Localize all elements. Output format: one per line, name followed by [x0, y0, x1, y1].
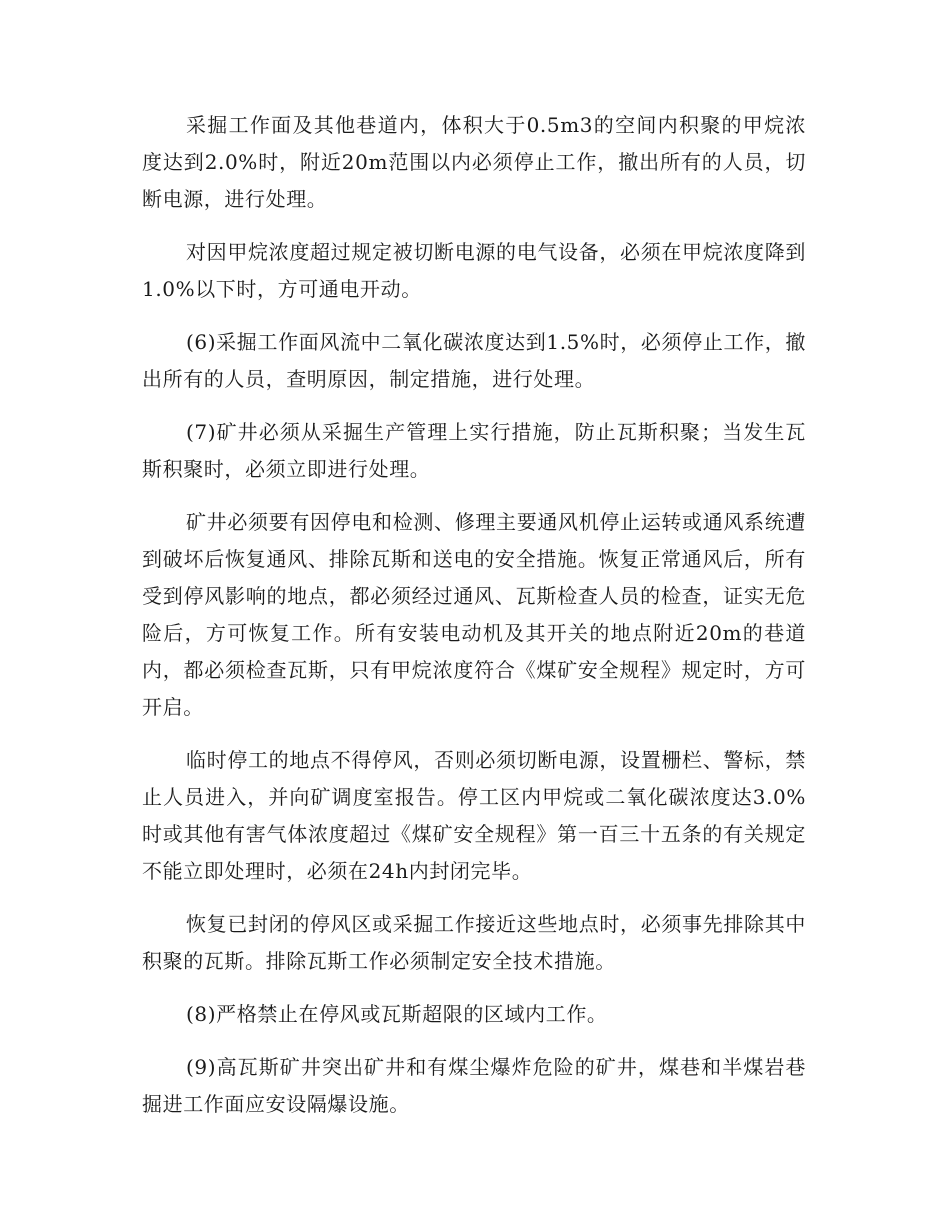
- paragraph: 临时停工的地点不得停风，否则必须切断电源，设置栅栏、警标，禁止人员进入，并向矿调度室报告。停工区内甲烷或二氧化碳浓度达3.0%时或其他有害气体浓度超过《煤矿安全规程》第一百三十五条的有关规定不能立即处理时，必须在24h内封闭完毕。: [142, 748, 806, 883]
- paragraph: 恢复已封闭的停风区或采掘工作接近这些地点时，必须事先排除其中积聚的瓦斯。排除瓦斯工作必须制定安全技术措施。: [142, 912, 806, 973]
- paragraph: 采掘工作面及其他巷道内，体积大于0.5m3的空间内积聚的甲烷浓度达到2.0%时，附近20m范围以内必须停止工作，撤出所有的人员，切断电源，进行处理。: [142, 113, 806, 211]
- paragraph: 矿井必须要有因停电和检测、修理主要通风机停止运转或通风系统遭到破坏后恢复通风、排除瓦斯和送电的安全措施。恢复正常通风后，所有受到停风影响的地点，都必须经过通风、瓦斯检查人员的检查，证实无危险后，方可恢复工作。所有安装电动机及其开关的地点附近20m的巷道内，都必须检查瓦斯，只有甲烷浓度符合《煤矿安全规程》规定时，方可开启。: [142, 510, 806, 719]
- document-body: [142, 107, 806, 1139]
- paragraph: (7)矿井必须从采掘生产管理上实行措施，防止瓦斯积聚；当发生瓦斯积聚时，必须立即进行处理。: [142, 420, 806, 481]
- paragraph: (6)采掘工作面风流中二氧化碳浓度达到1.5%时，必须停止工作，撤出所有的人员，查明原因，制定措施，进行处理。: [142, 330, 806, 391]
- paragraph: 对因甲烷浓度超过规定被切断电源的电气设备，必须在甲烷浓度降到1.0%以下时，方可通电开动。: [142, 240, 806, 301]
- paragraph: (9)高瓦斯矿井突出矿井和有煤尘爆炸危险的矿井，煤巷和半煤岩巷掘进工作面应安设隔爆设施。: [142, 1055, 806, 1116]
- paragraph: (8)严格禁止在停风或瓦斯超限的区域内工作。: [186, 1002, 608, 1026]
